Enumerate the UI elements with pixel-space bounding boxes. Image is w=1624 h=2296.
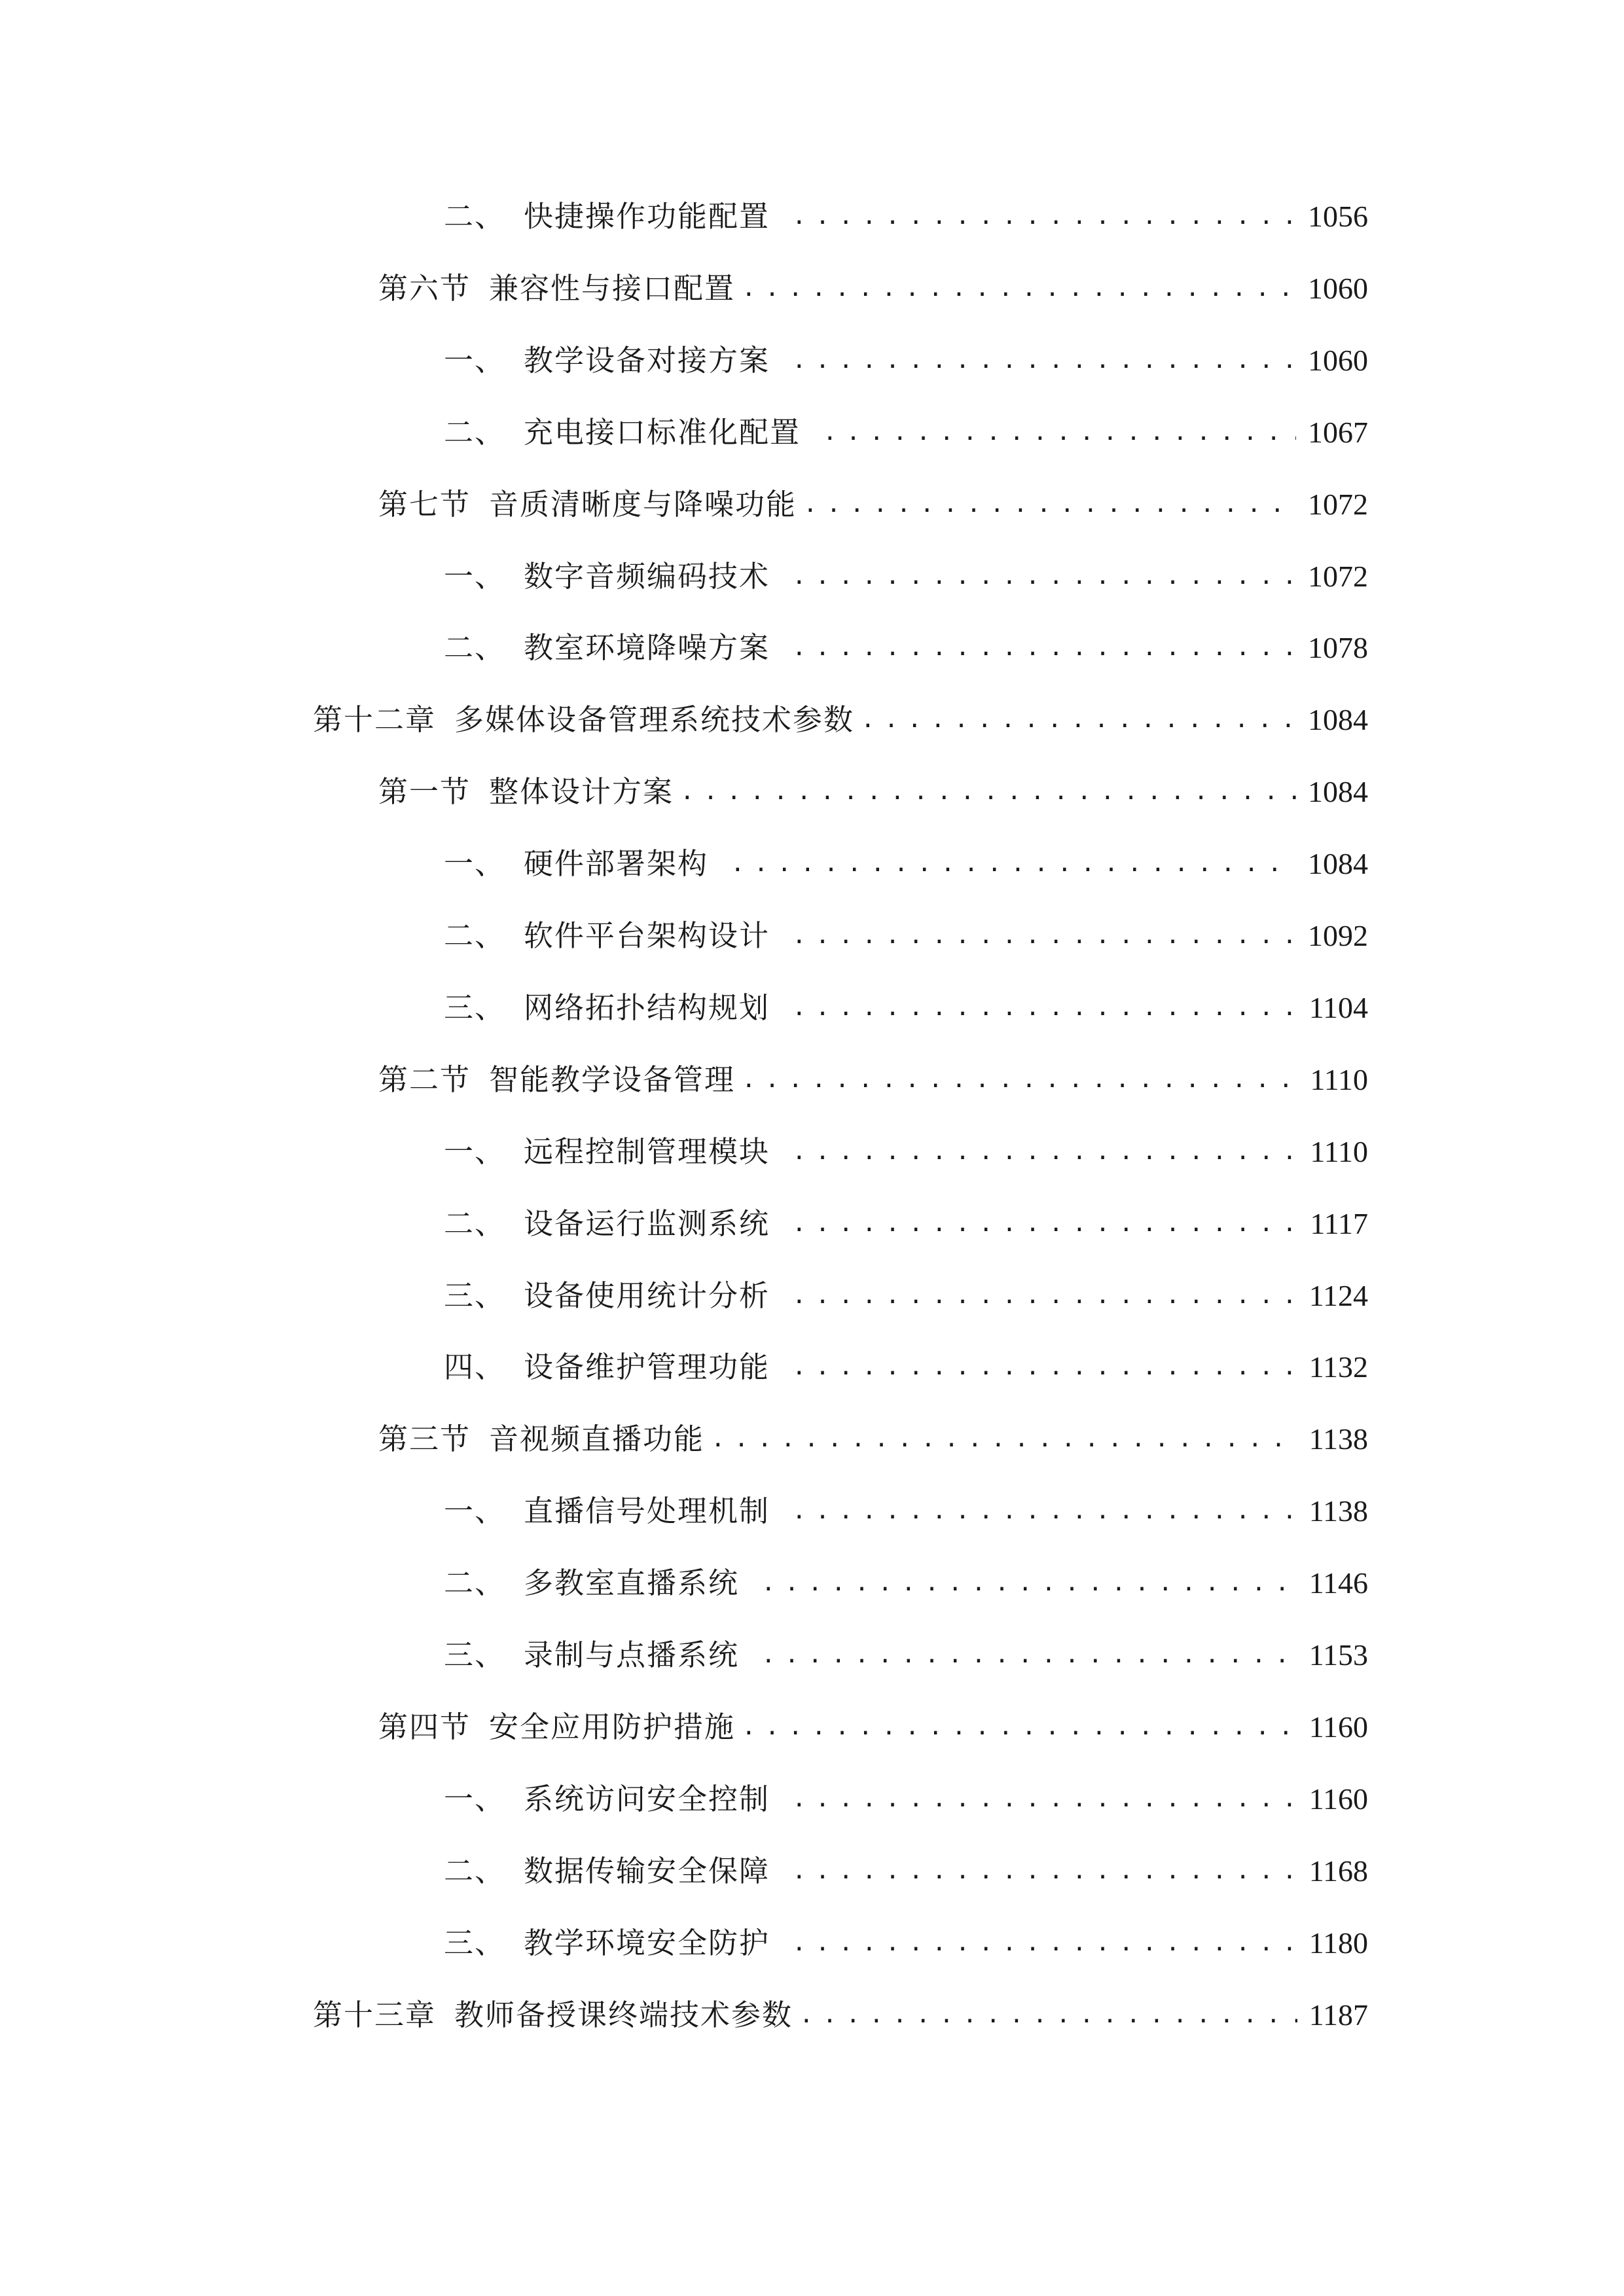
page-number: 1153: [1308, 1638, 1368, 1672]
dot-leader: [792, 557, 1296, 596]
dot-leader: [742, 1060, 1298, 1100]
entry-label: [444, 1198, 770, 1250]
toc-entry[interactable]: [378, 766, 1368, 818]
entry-number: 一、: [444, 1494, 506, 1529]
toc-entry[interactable]: [444, 1845, 1368, 1897]
entry-title: 智能教学设备管理: [489, 1062, 736, 1097]
page-number: 1092: [1308, 919, 1368, 952]
entry-title: 教师备授课终端技术参数: [454, 1997, 793, 2032]
page-number: 1084: [1308, 703, 1368, 737]
entry-title: 数字音频编码技术: [524, 558, 770, 594]
entry-label: [444, 1126, 770, 1178]
toc-entry[interactable]: [313, 694, 1368, 746]
page-number: 1084: [1308, 775, 1368, 809]
dot-leader: [792, 1204, 1298, 1244]
toc-entry[interactable]: [313, 1989, 1368, 2041]
entry-title: 音质清晰度与降噪功能: [489, 486, 797, 522]
entry-title: 音视频直播功能: [489, 1422, 705, 1457]
toc-entry[interactable]: [378, 1413, 1368, 1465]
entry-label: [378, 1054, 735, 1106]
entry-number: 三、: [444, 990, 506, 1025]
page-number: 1060: [1308, 343, 1368, 377]
entry-label: [378, 478, 797, 531]
entry-number: 二、: [444, 1566, 506, 1601]
entry-title: 教学环境安全防护: [524, 1925, 770, 1960]
entry-label: [444, 334, 770, 387]
entry-label: [313, 694, 854, 746]
page-number: 1160: [1308, 1782, 1368, 1816]
page-number: 1104: [1308, 990, 1368, 1024]
entry-title: 直播信号处理机制: [524, 1494, 770, 1529]
toc-entry[interactable]: [444, 910, 1368, 962]
entry-number: 第六节: [378, 270, 471, 306]
entry-title: 充电接口标准化配置: [524, 414, 801, 450]
page-number: 1124: [1308, 1278, 1368, 1312]
entry-number: 第十二章: [313, 702, 437, 738]
entry-number: 第四节: [378, 1709, 471, 1744]
page-number: 1067: [1308, 415, 1368, 449]
entry-number: 三、: [444, 1278, 506, 1313]
entry-label: [444, 910, 770, 962]
page-number: 1138: [1308, 1422, 1368, 1456]
dot-leader: [742, 269, 1296, 308]
entry-label: [444, 1773, 770, 1825]
entry-title: 多媒体设备管理系统技术参数: [454, 702, 855, 738]
entry-number: 三、: [444, 1638, 506, 1672]
page-number: 1072: [1308, 559, 1368, 593]
toc-entry[interactable]: [378, 1701, 1368, 1753]
page-number: 1078: [1308, 631, 1368, 665]
dot-leader: [792, 1132, 1298, 1172]
toc-entry[interactable]: [444, 982, 1368, 1034]
page-number: 1072: [1308, 487, 1368, 521]
entry-title: 设备使用统计分析: [524, 1278, 770, 1313]
toc-entry[interactable]: [378, 1054, 1368, 1106]
dot-leader: [792, 341, 1296, 380]
dot-leader: [792, 916, 1296, 956]
entry-number: 第七节: [378, 486, 471, 522]
dot-leader: [792, 197, 1296, 236]
page-number: 1132: [1308, 1350, 1368, 1384]
dot-leader: [861, 700, 1296, 740]
dot-leader: [792, 1348, 1297, 1387]
page-number: 1180: [1308, 1926, 1368, 1960]
entry-label: [378, 262, 735, 315]
entry-title: 教学设备对接方案: [524, 342, 770, 378]
entry-title: 快捷操作功能配置: [524, 199, 770, 234]
entry-label: [444, 1485, 770, 1537]
dot-leader: [711, 1420, 1297, 1459]
toc-entry[interactable]: [444, 622, 1368, 674]
entry-label: [444, 982, 770, 1034]
entry-number: 第三节: [378, 1422, 471, 1457]
toc-entry[interactable]: [444, 1270, 1368, 1322]
toc-entry[interactable]: [444, 190, 1368, 243]
entry-number: 一、: [444, 558, 506, 594]
entry-number: 一、: [444, 846, 506, 882]
entry-number: 二、: [444, 199, 506, 234]
entry-number: 第十三章: [313, 1997, 437, 2032]
entry-number: 二、: [444, 1853, 506, 1888]
dot-leader: [799, 1996, 1297, 2035]
entry-label: [444, 622, 770, 674]
toc-entry[interactable]: [444, 1557, 1368, 1609]
entry-number: 第二节: [378, 1062, 471, 1097]
entry-number: 四、: [444, 1350, 506, 1385]
toc-entry[interactable]: [444, 550, 1368, 603]
dot-leader: [680, 772, 1296, 812]
dot-leader: [742, 1708, 1297, 1747]
entry-title: 软件平台架构设计: [524, 918, 770, 953]
page-number: 1110: [1310, 1062, 1368, 1096]
entry-title: 系统访问安全控制: [524, 1781, 770, 1816]
dot-leader: [823, 413, 1296, 452]
toc-entry[interactable]: [444, 1629, 1368, 1681]
page-number: 1117: [1310, 1206, 1368, 1240]
dot-leader: [803, 485, 1296, 524]
entry-label: [444, 406, 801, 459]
dot-leader: [792, 1852, 1297, 1891]
page-number: 1060: [1308, 271, 1368, 305]
toc-entry[interactable]: [444, 1917, 1368, 1969]
toc-entry[interactable]: [444, 1198, 1368, 1250]
entry-title: 数据传输安全保障: [524, 1853, 770, 1888]
toc-entry[interactable]: [444, 1773, 1368, 1825]
toc-entry[interactable]: [444, 838, 1368, 890]
entry-number: 二、: [444, 630, 506, 666]
entry-label: [444, 550, 770, 603]
entry-title: 整体设计方案: [489, 774, 674, 810]
entry-label: [378, 766, 674, 818]
entry-title: 录制与点播系统: [524, 1638, 740, 1672]
entry-number: 一、: [444, 342, 506, 378]
entry-number: 三、: [444, 1925, 506, 1960]
entry-label: [444, 1917, 770, 1969]
entry-title: 教室环境降噪方案: [524, 630, 770, 666]
toc-entry[interactable]: [378, 478, 1368, 531]
entry-title: 设备维护管理功能: [524, 1350, 770, 1385]
toc-entry[interactable]: [444, 334, 1368, 387]
entry-label: [378, 1413, 704, 1465]
page-number: 1110: [1310, 1134, 1368, 1168]
entry-title: 网络拓扑结构规划: [524, 990, 770, 1025]
page-number: 1056: [1308, 200, 1368, 233]
entry-number: 二、: [444, 918, 506, 953]
entry-label: [444, 838, 708, 890]
entry-title: 多教室直播系统: [524, 1566, 740, 1601]
entry-label: [444, 190, 770, 243]
entry-number: 二、: [444, 1206, 506, 1241]
entry-number: 一、: [444, 1781, 506, 1816]
dot-leader: [731, 844, 1296, 884]
dot-leader: [792, 628, 1296, 668]
page-number: 1084: [1308, 847, 1368, 881]
dot-leader: [792, 1492, 1297, 1531]
entry-title: 安全应用防护措施: [489, 1709, 736, 1744]
entry-title: 硬件部署架构: [524, 846, 709, 882]
page-number: 1187: [1308, 1998, 1368, 2032]
entry-title: 设备运行监测系统: [524, 1206, 770, 1241]
entry-label: [444, 1845, 770, 1897]
entry-label: [378, 1701, 735, 1753]
entry-number: 一、: [444, 1134, 506, 1169]
entry-label: [444, 1270, 770, 1322]
entry-label: [444, 1341, 770, 1393]
page-number: 1160: [1308, 1710, 1368, 1744]
dot-leader: [792, 1276, 1297, 1316]
dot-leader: [792, 988, 1297, 1028]
entry-label: [444, 1557, 739, 1609]
toc-entry[interactable]: [378, 262, 1368, 315]
dot-leader: [792, 1924, 1297, 1963]
entry-label: [313, 1989, 793, 2041]
entry-label: [444, 1629, 739, 1681]
entry-number: 第一节: [378, 774, 471, 810]
toc-entry[interactable]: [444, 406, 1368, 459]
dot-leader: [792, 1780, 1297, 1819]
page-number: 1168: [1308, 1854, 1368, 1888]
toc-entry[interactable]: [444, 1126, 1368, 1178]
page-number: 1138: [1308, 1494, 1368, 1528]
toc-entry[interactable]: [444, 1485, 1368, 1537]
entry-title: 远程控制管理模块: [524, 1134, 770, 1169]
dot-leader: [761, 1636, 1297, 1675]
page-number: 1146: [1308, 1566, 1368, 1600]
entry-title: 兼容性与接口配置: [489, 270, 736, 306]
toc-entry[interactable]: [444, 1341, 1368, 1393]
entry-number: 二、: [444, 414, 506, 450]
dot-leader: [761, 1564, 1297, 1603]
